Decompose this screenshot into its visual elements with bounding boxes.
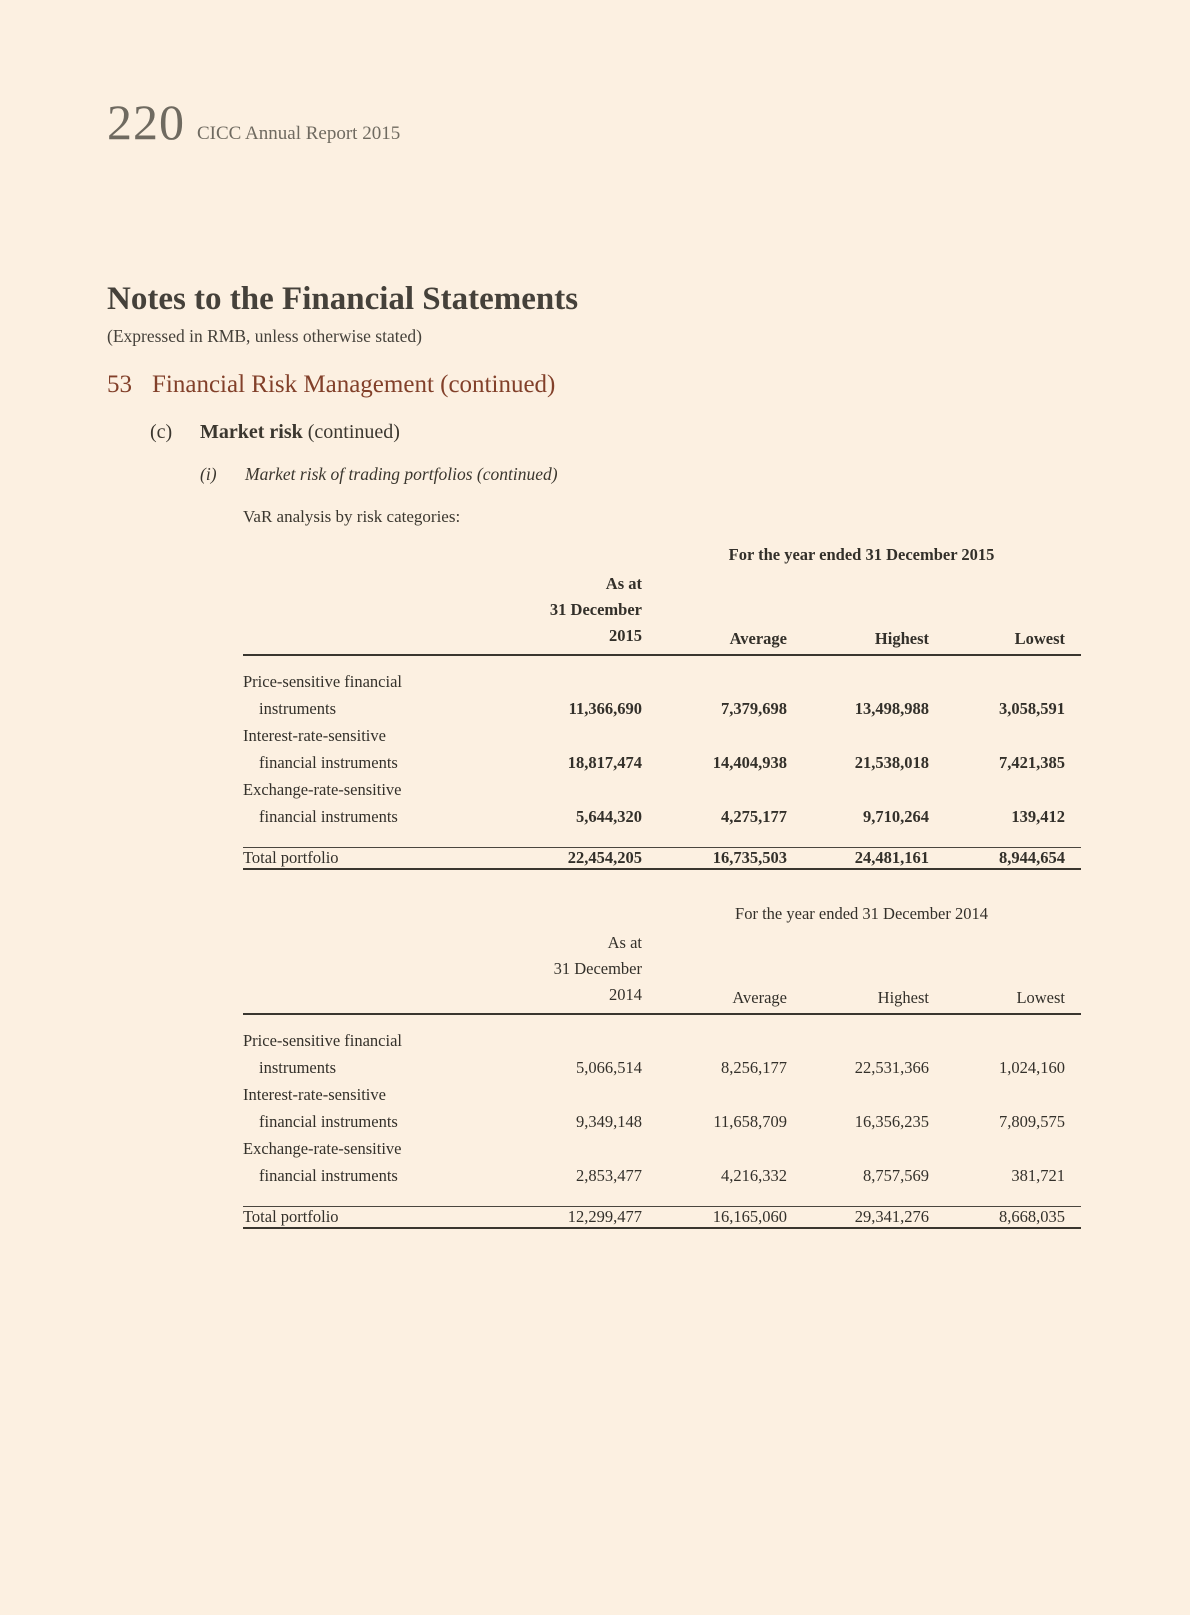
period-header: For the year ended 31 December 2014 (735, 904, 988, 923)
table-row: financial instruments 18,817,474 14,404,938 21,538,018 7,421,385 (259, 753, 1065, 772)
period-header-row (243, 545, 1081, 571)
col-header-lowest: Lowest (929, 571, 1081, 655)
document-subtitle: (Expressed in RMB, unless otherwise stated) (107, 326, 422, 346)
total-row: Total portfolio 12,299,477 16,165,060 29,341,276 8,668,035 (243, 1207, 1081, 1229)
running-head (107, 96, 1081, 148)
table-row: Exchange-rate-sensitive (243, 1139, 402, 1158)
table-row: Interest-rate-sensitive (243, 1085, 386, 1104)
item-title: Market risk of trading portfolios (continued) (245, 464, 558, 484)
section-title: Financial Risk Management (continued) (152, 371, 556, 398)
var-table-2014 (243, 904, 1081, 1229)
table-row: financial instruments 9,349,148 11,658,709 16,356,235 7,809,575 (259, 1112, 1066, 1131)
col-header-lowest: Lowest (929, 930, 1081, 1014)
var-table-2015 (243, 545, 1081, 870)
page-number: 220 (107, 94, 185, 150)
item-marker: (i) (200, 464, 217, 484)
section-heading (107, 371, 1081, 399)
col-header-highest: Highest (787, 571, 929, 655)
col-header-asat: As at 31 December 2014 (493, 930, 642, 1014)
col-header-average: Average (642, 930, 787, 1014)
section-number: 53 (107, 371, 132, 398)
col-header-asat: As at 31 December 2015 (493, 571, 642, 655)
table-row: Interest-rate-sensitive (243, 726, 386, 745)
col-header-average: Average (642, 571, 787, 655)
table-row: Exchange-rate-sensitive (243, 780, 402, 799)
item-heading (200, 464, 1081, 485)
table-row: instruments 5,066,514 8,256,177 22,531,366 1,024,160 (259, 1058, 1066, 1077)
period-header: For the year ended 31 December 2015 (728, 545, 995, 564)
column-header-row (243, 571, 1081, 655)
table-row: Price-sensitive financial (243, 1031, 402, 1050)
report-title: CICC Annual Report 2015 (197, 123, 401, 144)
table-row: financial instruments 2,853,477 4,216,332 8,757,569 381,721 (243, 1166, 1081, 1207)
column-header-row (243, 930, 1081, 1014)
col-header-highest: Highest (787, 930, 929, 1014)
period-header-row (243, 904, 1081, 930)
subsection-heading (150, 421, 1081, 444)
table-row: Price-sensitive financial (243, 672, 402, 691)
total-row: Total portfolio 22,454,205 16,735,503 24,481,161 8,944,654 (243, 848, 1081, 870)
table-intro-line: VaR analysis by risk categories: (243, 507, 461, 526)
table-row: financial instruments 5,644,320 4,275,177 9,710,264 139,412 (243, 807, 1081, 848)
subsection-marker: (c) (150, 421, 173, 443)
document-title: Notes to the Financial Statements (107, 281, 579, 317)
table-row: instruments 11,366,690 7,379,698 13,498,988 3,058,591 (259, 699, 1065, 718)
subsection-title: Market risk (continued) (200, 421, 400, 443)
